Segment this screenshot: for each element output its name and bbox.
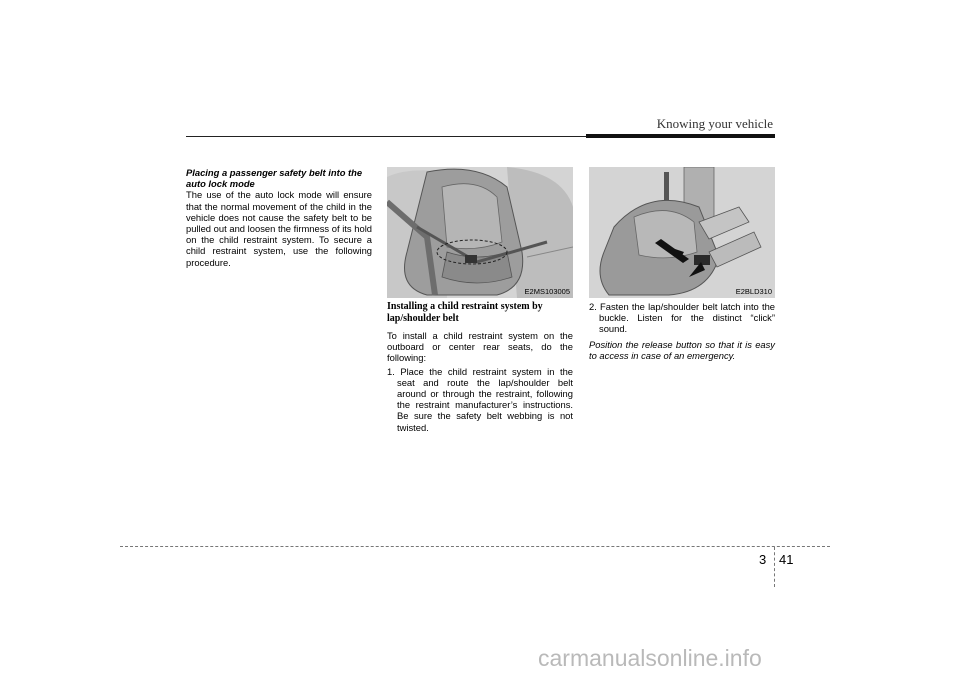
figure-code: E2MS103005 — [524, 287, 570, 296]
footer-rule — [120, 546, 830, 547]
header-rule-thin — [186, 136, 586, 137]
header-rule-thick — [586, 134, 775, 138]
section-title: Knowing your vehicle — [656, 116, 773, 131]
watermark: carmanualsonline.info — [538, 645, 762, 671]
step-1: 1. Place the child restraint system in the seat and route the lap/shoulder belt around or through the restraint, following the restraint manufacturer’s instructions. Be sure the safety belt webbing is not twisted. — [387, 365, 573, 433]
column-1 — [186, 167, 372, 268]
step-2: 2. Fasten the lap/shoulder belt latch into the buckle. Listen for the distinct “click” sound. — [589, 301, 775, 335]
auto-lock-body: The use of the auto lock mode will ensure that the normal movement of the child in the vehicle does not cause the safety belt to be pulled out and loosen the firmness of its hold on the child restraint system. To secure a child restraint system, use the following procedure. — [186, 189, 372, 268]
column-3 — [589, 301, 775, 361]
page-number: 41 — [779, 552, 794, 567]
auto-lock-heading: Placing a passenger safety belt into the auto lock mode — [186, 167, 363, 190]
chapter-number: 3 — [759, 552, 767, 567]
child-seat-illustration-2 — [589, 167, 775, 298]
lap-shoulder-heading: Installing a child restraint system by lap/shoulder belt — [387, 301, 543, 324]
child-seat-illustration-1 — [387, 167, 573, 298]
lap-shoulder-intro: To install a child restraint system on the outboard or center rear seats, do the following: — [387, 330, 573, 364]
figure-buckle-latch — [589, 167, 775, 298]
page-separator — [774, 547, 775, 587]
release-button-note: Position the release button so that it is easy to access in case of an emergency. — [589, 338, 775, 361]
figure-code: E2BLD310 — [735, 287, 772, 296]
column-2 — [387, 301, 573, 433]
figure-child-seat-belt-route — [387, 167, 573, 298]
